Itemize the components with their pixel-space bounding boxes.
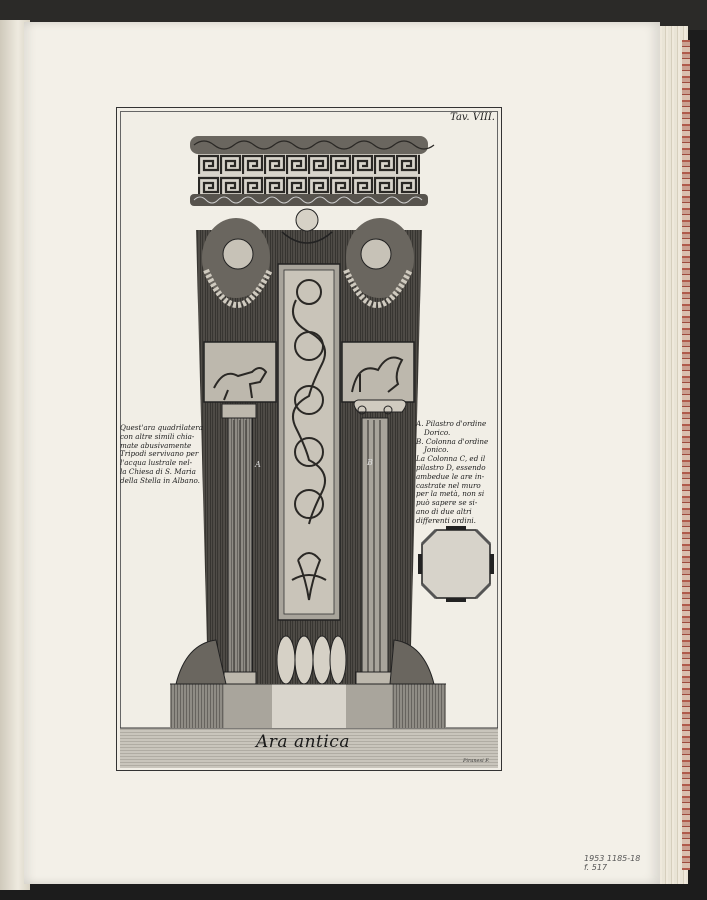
caption-right-line: Jonico. (424, 445, 449, 455)
caption-right-line: castrate nel muro (416, 480, 481, 490)
plate-number: Tav. VIII. (450, 112, 495, 123)
caption-left-line: la Chiesa di S. Maria (120, 466, 196, 476)
caption-right-line: Dorico. (424, 427, 451, 437)
caption-right (416, 420, 502, 526)
caption-right-line: per la metà, non si (416, 489, 485, 499)
caption-left-line: della Stella in Albano. (120, 475, 200, 485)
pillar-label-b: B (367, 458, 373, 467)
pillar-label-a: A (255, 460, 261, 469)
column-b (362, 418, 388, 674)
caption-left-line: Tripodi servivano per (120, 449, 199, 459)
caption-left-line: Quest'ara quadrilatera (120, 423, 203, 432)
engraver-signature: Piranesi F. (463, 758, 490, 764)
caption-left-line: con altre simili chia- (120, 431, 195, 441)
caption-right-line: ano di due altri (416, 506, 472, 516)
caption-left-line: l'acqua lustrale nel- (120, 458, 193, 468)
caption-left-line: mate abusivamente (120, 440, 192, 450)
library-stamp (584, 854, 640, 872)
library-stamp-line: 1953 1185-18 (584, 854, 641, 863)
caption-left (120, 424, 208, 486)
caption-right-line: pilastro D, essendo (416, 462, 486, 472)
plate-title: Ara antica (256, 732, 350, 752)
caption-right-line: A. Pilastro d'ordine (416, 419, 487, 428)
caption-right-line: può sapere se si- (416, 498, 478, 508)
medusa-head (296, 209, 318, 231)
relief-panel-right (342, 342, 414, 402)
caption-right-line: differenti ordini. (416, 515, 476, 525)
caption-right-line: La Colonna C, ed il (416, 454, 486, 464)
caption-right-line: ambedue le are in- (416, 471, 485, 481)
greek-key-band (198, 154, 420, 194)
library-stamp-line: f. 517 (584, 863, 608, 872)
caption-right-line: B. Colonna d'ordine (416, 436, 489, 446)
plan-diagram (420, 528, 492, 600)
